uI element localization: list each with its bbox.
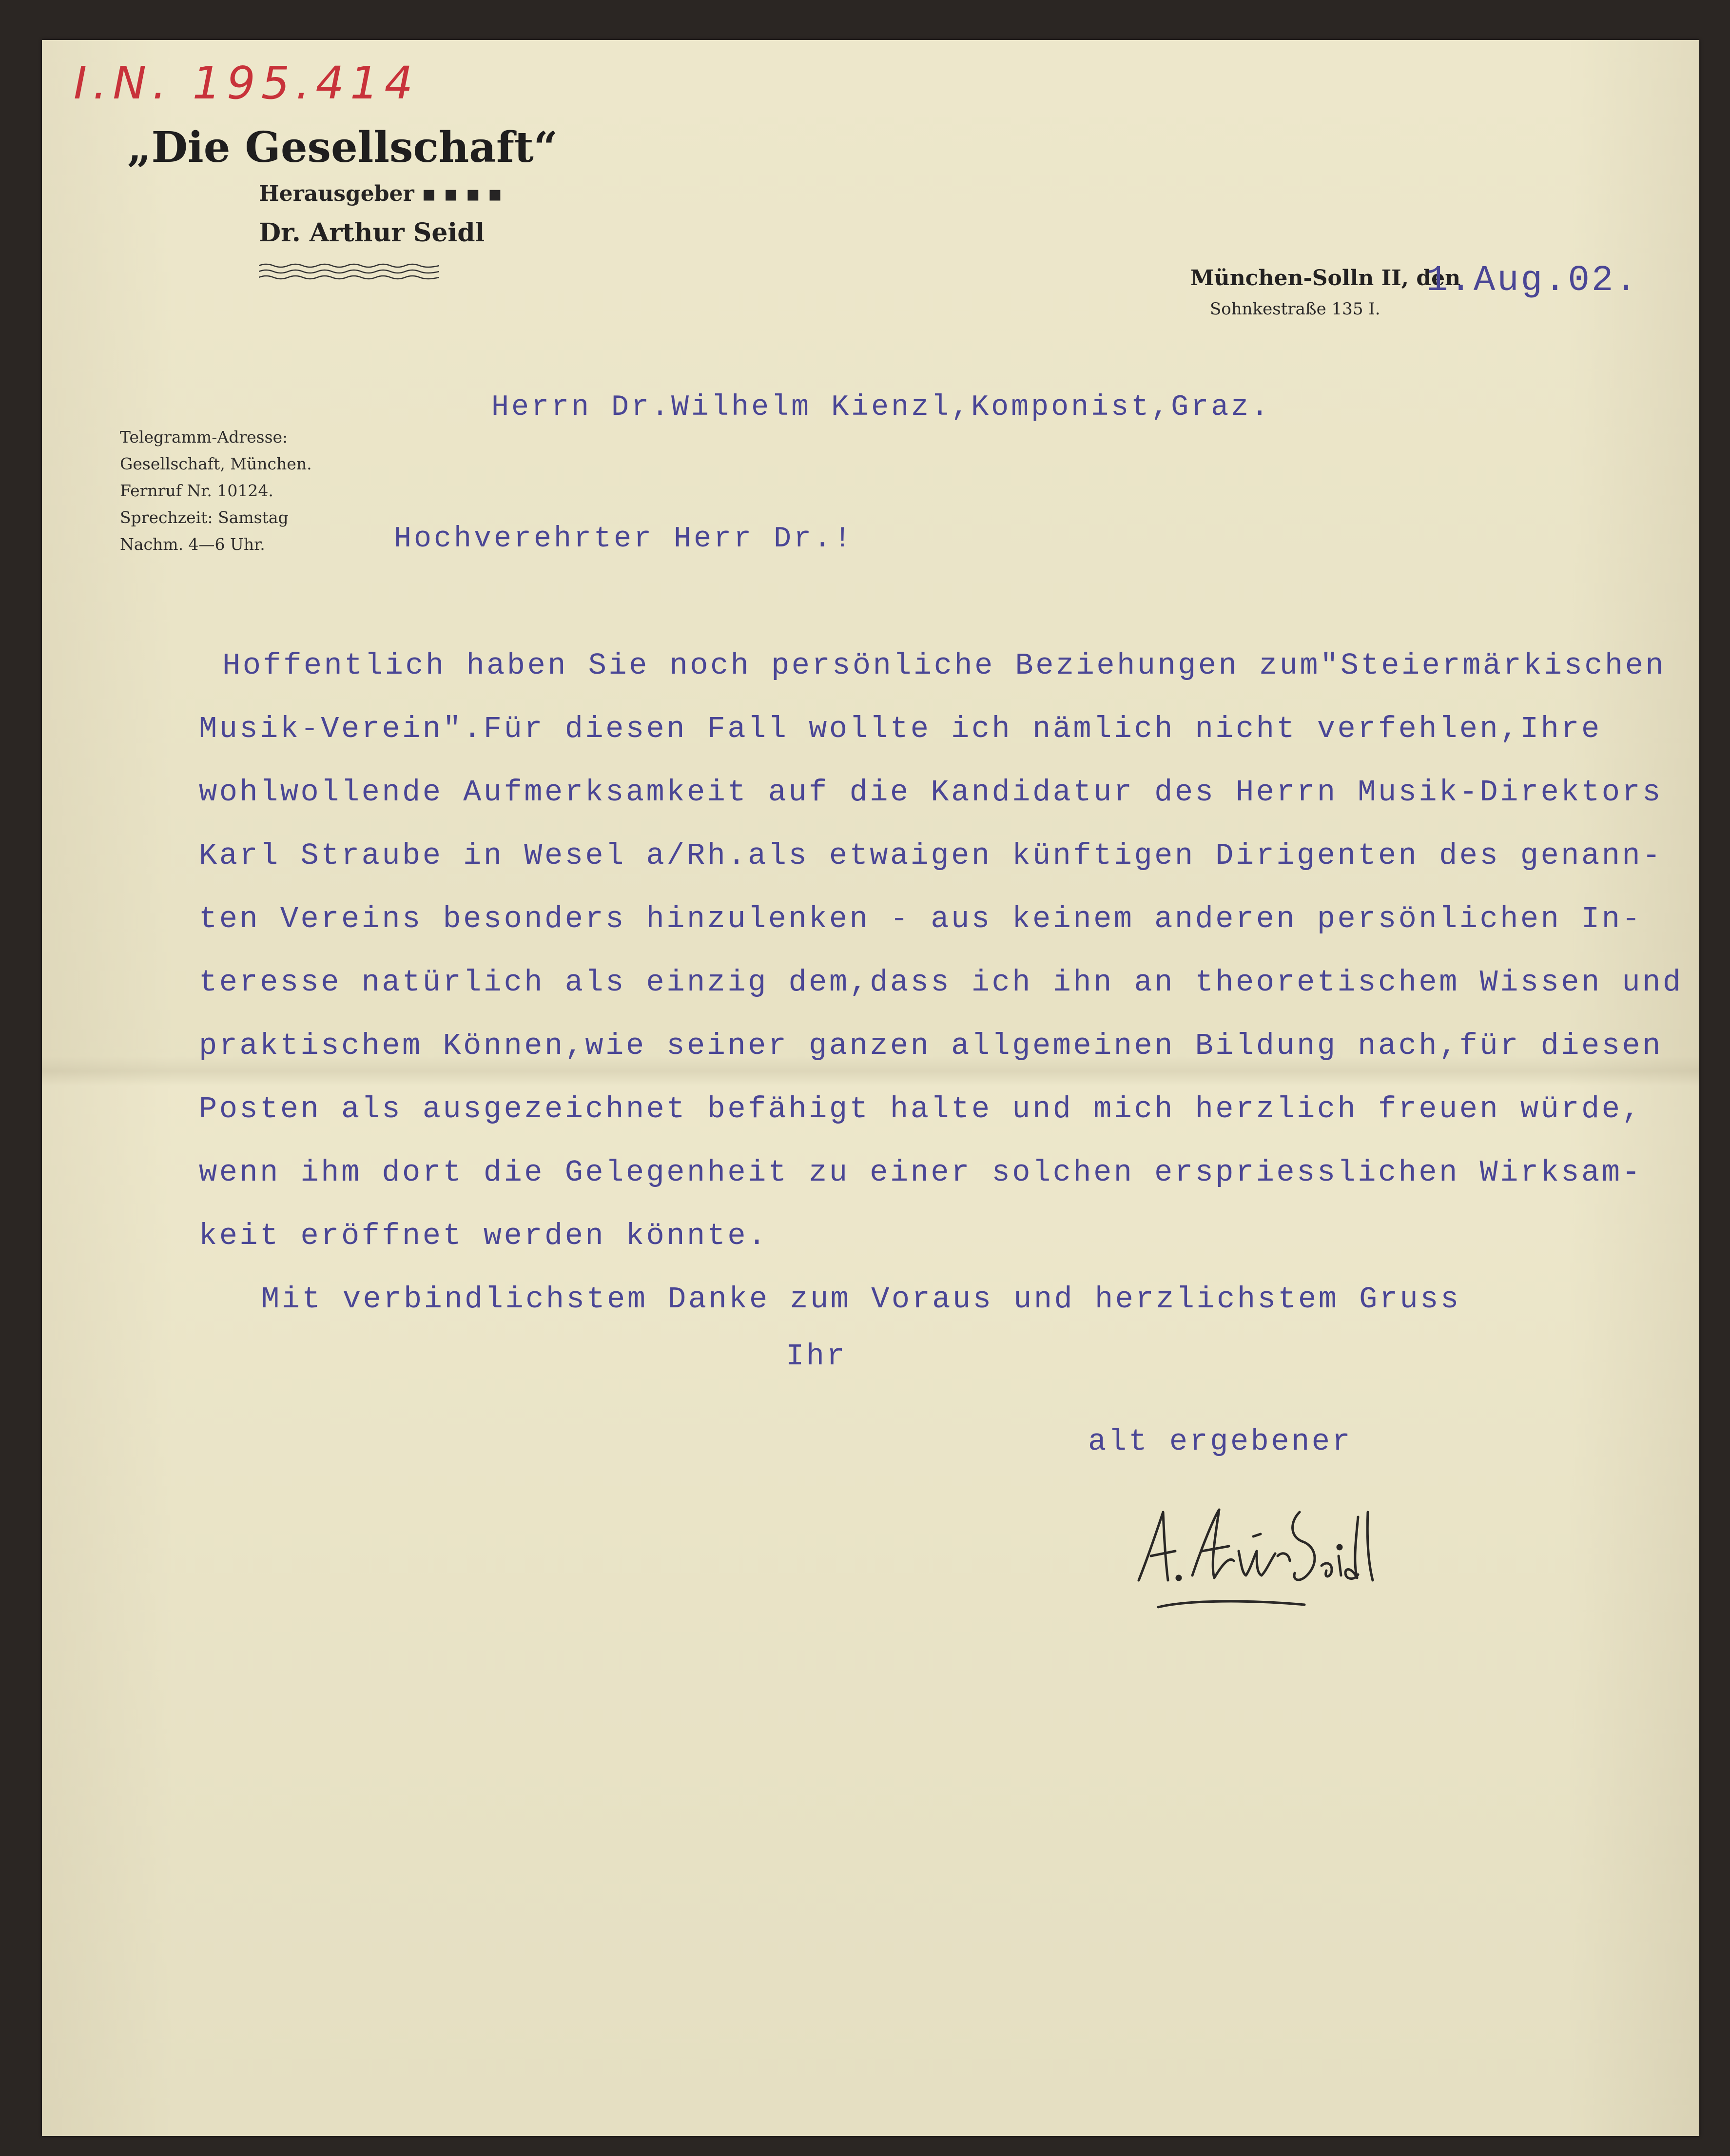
handwritten-signature: [1129, 1483, 1382, 1619]
body-line: teresse natürlich als einzig dem,dass ich ihn an theoretischem Wissen und: [199, 965, 1683, 1000]
salutation: Hochverehrter Herr Dr.!: [394, 523, 854, 556]
inventory-number: I.N. 195.414: [74, 57, 419, 109]
letter-sheet: [42, 40, 1699, 2136]
street-address: Sohnkestraße 135 I.: [1210, 299, 1380, 319]
body-line: Karl Straube in Wesel a/Rh.als etwaigen künftigen Dirigenten des genann-: [199, 838, 1663, 873]
addressee: Herrn Dr.Wilhelm Kienzl,Komponist,Graz.: [491, 391, 1271, 424]
body-line: Musik-Verein".Für diesen Fall wollte ich nämlich nicht verfehlen,Ihre: [199, 712, 1602, 746]
closing-ihr: Ihr: [786, 1339, 847, 1374]
letter-date: 1.Aug.02.: [1426, 260, 1639, 301]
sidebar-line: Telegramm-Adresse:: [120, 427, 288, 447]
sidebar-line: Sprechzeit: Samstag: [120, 508, 289, 527]
wavy-line-ornament: [259, 262, 439, 281]
place-label: München-Solln II, den: [1190, 266, 1461, 291]
body-line: keit eröffnet werden könnte.: [199, 1219, 768, 1253]
letterhead-title: „Die Gesellschaft“: [127, 123, 558, 172]
letterhead-editor-name: Dr. Arthur Seidl: [259, 218, 485, 248]
sidebar-line: Fernruf Nr. 10124.: [120, 481, 273, 500]
body-line: ten Vereins besonders hinzulenken - aus keinem anderen persönlichen In-: [199, 902, 1643, 936]
body-line: Posten als ausgezeichnet befähigt halte und mich herzlich freuen würde,: [199, 1092, 1643, 1127]
body-line: wohlwollende Aufmerksamkeit auf die Kandidatur des Herrn Musik-Direktors: [199, 775, 1663, 810]
closing-regards: alt ergebener: [1088, 1424, 1353, 1459]
sidebar-line: Nachm. 4—6 Uhr.: [120, 535, 265, 554]
sidebar-line: Gesellschaft, München.: [120, 454, 312, 473]
body-line: Hoffentlich haben Sie noch persönliche Beziehungen zum"Steiermärkischen: [222, 648, 1666, 683]
body-line: praktischem Können,wie seiner ganzen allgemeinen Bildung nach,für diesen: [199, 1029, 1663, 1063]
closing-line: Mit verbindlichstem Danke zum Voraus und herzlichstem Gruss: [261, 1282, 1461, 1317]
body-line: wenn ihm dort die Gelegenheit zu einer solchen erspriesslichen Wirksam-: [199, 1155, 1643, 1190]
letterhead-publisher-label: Herausgeber ▪ ▪ ▪ ▪: [259, 181, 503, 206]
